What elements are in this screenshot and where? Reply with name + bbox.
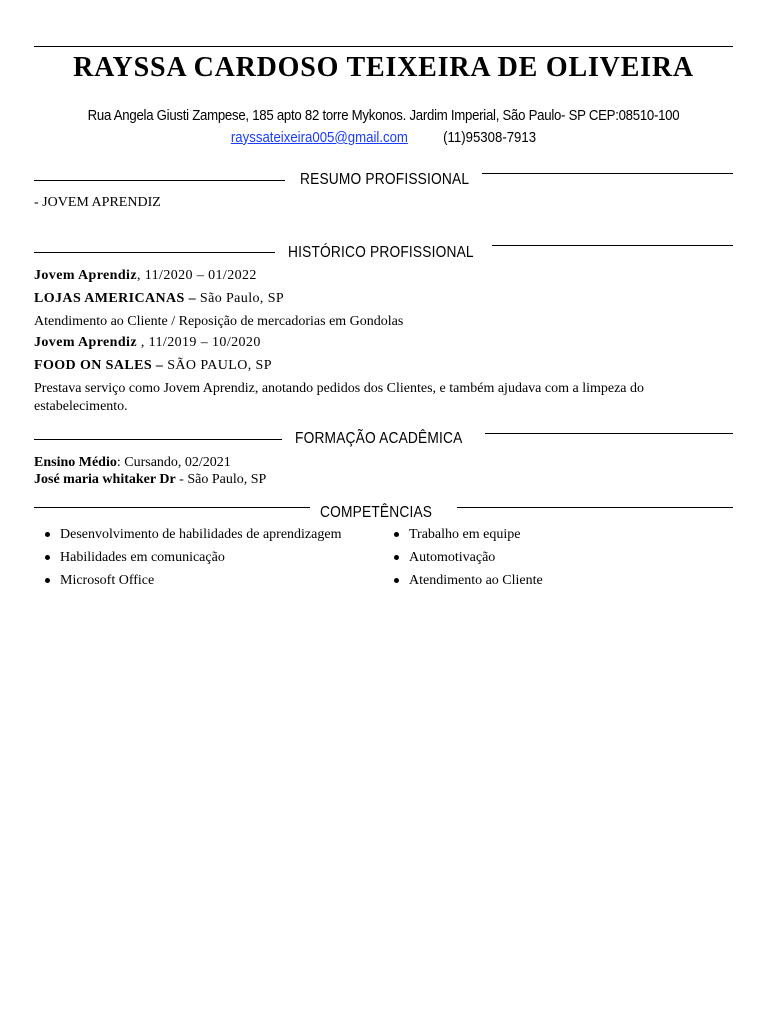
education-school-line xyxy=(34,471,266,489)
education-school-label: José maria whitaker Dr xyxy=(34,472,176,487)
skill-label: Habilidades em comunicação xyxy=(60,550,225,565)
list-item xyxy=(45,549,341,572)
job-1-role: Jovem Aprendiz xyxy=(34,268,137,283)
email-link[interactable]: rayssateixeira005@gmail.com xyxy=(230,129,408,146)
bullet-icon xyxy=(45,578,50,583)
candidate-name: RAYSSA CARDOSO TEIXEIRA DE OLIVEIRA xyxy=(73,52,694,83)
education-level-label: Ensino Médio xyxy=(34,455,117,470)
divider xyxy=(457,507,733,508)
phone-number: (11)95308-7913 xyxy=(443,129,537,146)
section-heading-resumo xyxy=(34,169,733,193)
job-1-title-line xyxy=(34,267,257,285)
top-divider xyxy=(34,46,733,47)
section-title: RESUMO PROFISSIONAL xyxy=(300,171,470,188)
contact-line xyxy=(76,128,691,148)
list-item xyxy=(394,572,543,595)
section-heading-historico xyxy=(34,242,733,266)
education-level-value: : Cursando, 02/2021 xyxy=(116,455,231,470)
skill-label: Microsoft Office xyxy=(60,573,155,588)
job-2-company: FOOD ON SALES – xyxy=(34,358,164,373)
skill-label: Desenvolvimento de habilidades de aprendizagem xyxy=(60,527,342,542)
divider xyxy=(34,439,282,440)
section-heading-competencias xyxy=(34,502,733,526)
job-2-dates: , 11/2019 – 10/2020 xyxy=(136,335,261,350)
divider xyxy=(492,245,733,246)
skill-label: Automotivação xyxy=(409,550,496,565)
list-item xyxy=(45,526,341,549)
summary-text: - JOVEM APRENDIZ xyxy=(34,195,161,210)
list-item xyxy=(394,526,543,549)
job-1-company: LOJAS AMERICANAS – xyxy=(34,291,196,306)
divider xyxy=(34,507,310,508)
job-2-title-line xyxy=(34,334,261,352)
job-2-description: Prestava serviço como Jovem Aprendiz, anotando pedidos dos Clientes, e também ajudava com a limpeza do estabelecimento. xyxy=(34,381,644,414)
job-1-location: São Paulo, SP xyxy=(196,291,285,306)
bullet-icon xyxy=(45,555,50,560)
job-2-company-line xyxy=(34,357,272,375)
list-item xyxy=(394,549,543,572)
bullet-icon xyxy=(394,532,399,537)
skill-label: Atendimento ao Cliente xyxy=(409,573,543,588)
divider xyxy=(482,173,733,174)
bullet-icon xyxy=(394,578,399,583)
job-1-company-line xyxy=(34,290,284,308)
address-line: Rua Angela Giusti Zampese, 185 apto 82 torre Mykonos. Jardim Imperial, São Paulo- SP CEP:08510-100 xyxy=(87,107,680,124)
education-school-value: - São Paulo, SP xyxy=(175,472,267,487)
skills-list-right xyxy=(394,526,543,595)
job-2-location: SÃO PAULO, SP xyxy=(163,358,272,373)
section-title: HISTÓRICO PROFISSIONAL xyxy=(288,244,474,261)
section-heading-formacao xyxy=(34,428,733,452)
job-1-description: Atendimento ao Cliente / Reposição de mercadorias em Gondolas xyxy=(34,314,404,329)
divider xyxy=(34,180,285,181)
divider xyxy=(485,433,733,434)
bullet-icon xyxy=(45,532,50,537)
list-item xyxy=(45,572,341,595)
skill-label: Trabalho em equipe xyxy=(409,527,521,542)
job-1-dates: , 11/2020 – 01/2022 xyxy=(136,268,257,283)
divider xyxy=(34,252,275,253)
section-title: COMPETÊNCIAS xyxy=(320,504,433,521)
section-title: FORMAÇÃO ACADÊMICA xyxy=(295,430,463,447)
bullet-icon xyxy=(394,555,399,560)
skills-list-left xyxy=(45,526,341,595)
education-level-line xyxy=(34,454,231,472)
job-2-role: Jovem Aprendiz xyxy=(34,335,137,350)
